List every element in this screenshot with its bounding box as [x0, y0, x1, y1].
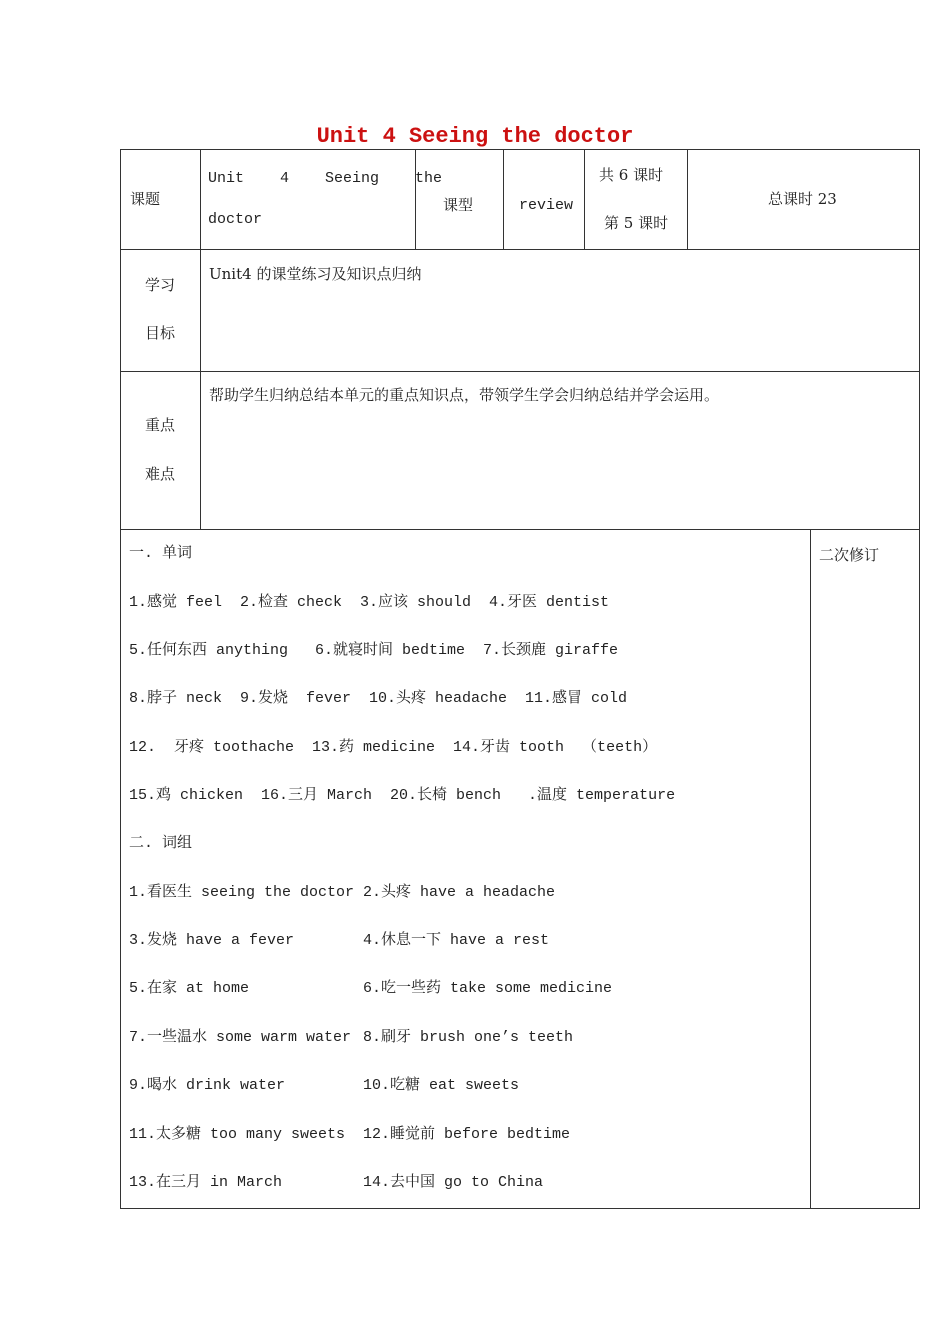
type-value: review [519, 197, 574, 214]
total-hours: 总课时 23 [768, 190, 837, 208]
phrase-right: 8.刷牙 brush one’s teeth [363, 1029, 574, 1046]
type-label: 课型 [443, 196, 474, 214]
phrase-left: 9.喝水 drink water [129, 1077, 286, 1094]
cell-course-name [200, 149, 416, 250]
vocab-heading: 一. 单词 [129, 545, 193, 562]
phrase-left: 1.看医生 seeing the doctor [129, 884, 355, 901]
phrase-right: 6.吃一些药 take some medicine [363, 980, 613, 997]
revision-label: 二次修订 [819, 546, 880, 564]
course-label: 课题 [130, 190, 161, 208]
page-title: Unit 4 Seeing the doctor [316, 124, 634, 149]
cell-objectives-label [120, 249, 201, 372]
vocab-line: 15.鸡 chicken 16.三月 March 20.长椅 bench .温度 temperature [129, 787, 676, 804]
phrase-left: 7.一些温水 some warm water [129, 1029, 352, 1046]
vocab-line: 5.任何东西 anything 6.就寝时间 bedtime 7.长颈鹿 giraffe [129, 642, 619, 659]
vocab-line: 12. 牙疼 toothache 13.药 medicine 14.牙齿 tooth （teeth） [129, 739, 658, 756]
cell-main-content [120, 529, 811, 1209]
phrase-left: 11.太多糖 too many sweets [129, 1126, 346, 1143]
period-current: 第 5 课时 [604, 214, 669, 232]
phrase-right: 4.休息一下 have a rest [363, 932, 550, 949]
phrase-right: 10.吃糖 eat sweets [363, 1077, 520, 1094]
phrase-left: 5.在家 at home [129, 980, 250, 997]
phrase-left: 13.在三月 in March [129, 1174, 283, 1191]
objectives-text: Unit4 的课堂练习及知识点归纳 [209, 265, 422, 283]
keypoints-label-line1: 重点 [145, 416, 176, 434]
phrase-right: 12.睡觉前 before bedtime [363, 1126, 571, 1143]
phrase-right: 14.去中国 go to China [363, 1174, 544, 1191]
vocab-line: 1.感觉 feel 2.检查 check 3.应该 should 4.牙医 dentist [129, 594, 610, 611]
cell-revision [810, 529, 920, 1209]
vocab-line: 8.脖子 neck 9.发烧 fever 10.头疼 headache 11.感冒 cold [129, 690, 628, 707]
period-total: 共 6 课时 [599, 166, 664, 184]
objectives-label-line2: 目标 [145, 324, 176, 342]
phrase-left: 3.发烧 have a fever [129, 932, 295, 949]
phrases-heading: 二. 词组 [129, 835, 193, 852]
course-name-line1: Unit 4 Seeing the [208, 170, 443, 187]
cell-keypoints-label [120, 371, 201, 530]
course-name-line2: doctor [208, 211, 263, 228]
phrase-right: 2.头疼 have a headache [363, 884, 556, 901]
objectives-label-line1: 学习 [145, 276, 176, 294]
keypoints-label-line2: 难点 [145, 465, 176, 483]
keypoints-text: 帮助学生归纳总结本单元的重点知识点，带领学生学会归纳总结并学会运用。 [209, 386, 720, 404]
